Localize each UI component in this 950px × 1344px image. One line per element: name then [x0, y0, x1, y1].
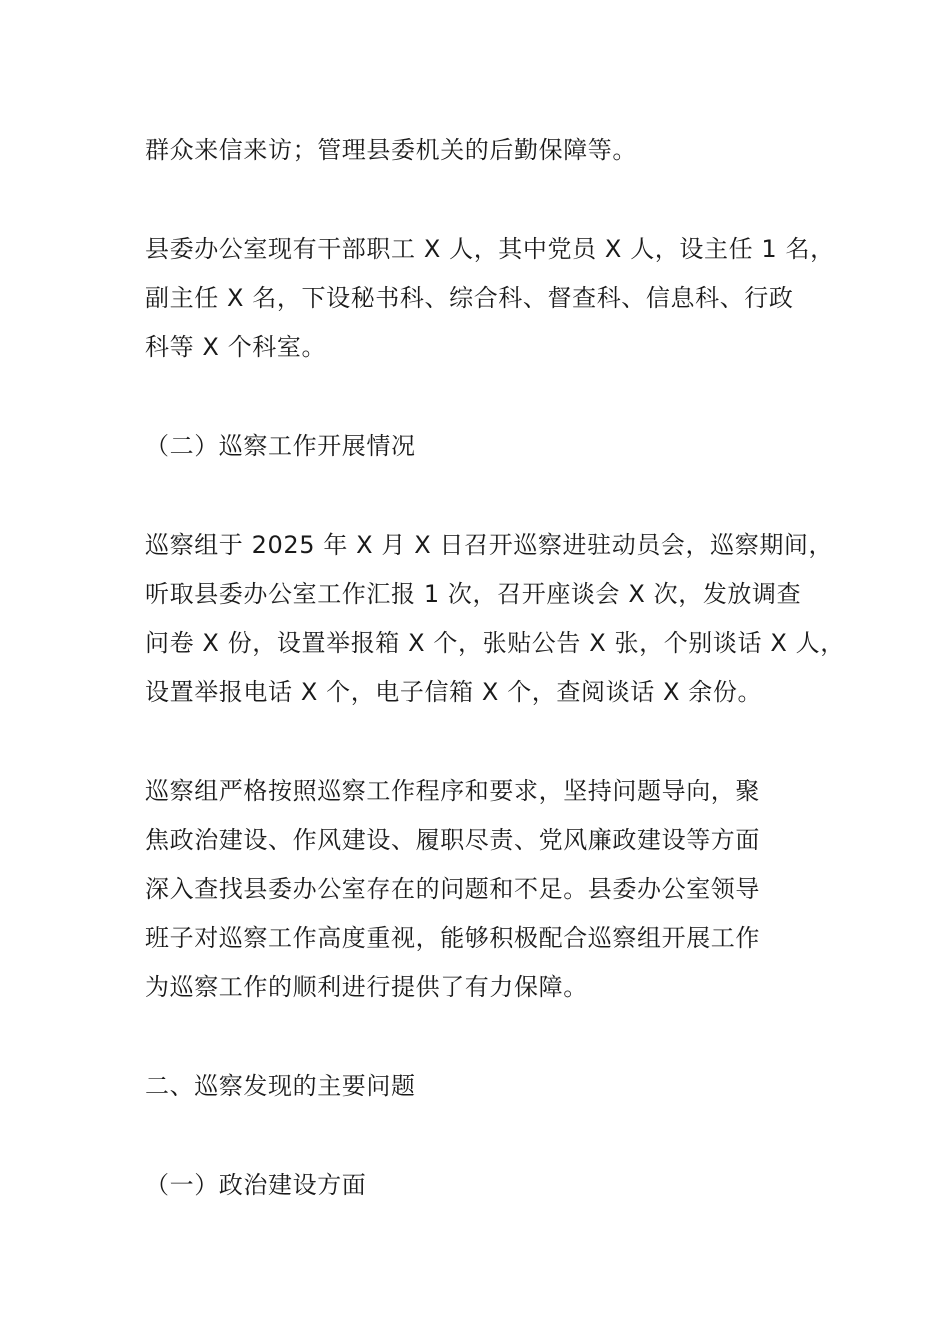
text-line: 问卷 X 份，设置举报箱 X 个，张贴公告 X 张，个别谈话 X 人，: [145, 629, 845, 657]
paragraph-gap: [145, 717, 835, 767]
section-heading-inspection-work: [145, 422, 835, 471]
text-line: 听取县委办公室工作汇报 1 次，召开座谈会 X 次，发放调查: [145, 580, 802, 608]
text-line: 为巡察工作的顺利进行提供了有力保障。: [145, 973, 588, 1001]
paragraph-gap: [145, 175, 835, 225]
text-line: 设置举报电话 X 个，电子信箱 X 个，查阅谈话 X 余份。: [145, 678, 763, 706]
subsection-heading-political-construction: [145, 1161, 835, 1210]
heading-line: 二、巡察发现的主要问题: [145, 1072, 416, 1100]
paragraph-gap: [145, 471, 835, 521]
paragraph-gap: [145, 1012, 835, 1062]
text-line: 群众来信来访；管理县委机关的后勤保障等。: [145, 136, 637, 164]
text-line: 科等 X 个科室。: [145, 333, 327, 361]
text-line: 深入查找县委办公室存在的问题和不足。县委办公室领导: [145, 875, 760, 903]
document-body: [145, 126, 845, 1210]
section-heading-main-problems: [145, 1062, 835, 1111]
paragraph-gap: [145, 372, 835, 422]
paragraph-staffing: [145, 225, 835, 372]
text-line: 班子对巡察工作高度重视，能够积极配合巡察组开展工作: [145, 924, 760, 952]
text-line: 巡察组于 2025 年 X 月 X 日召开巡察进驻动员会，巡察期间，: [145, 531, 834, 559]
text-line: 巡察组严格按照巡察工作程序和要求，坚持问题导向，聚: [145, 777, 760, 805]
text-line: 县委办公室现有干部职工 X 人，其中党员 X 人，设主任 1 名，: [145, 235, 835, 263]
paragraph-inspection-approach: [145, 767, 835, 1012]
paragraph-gap: [145, 1111, 835, 1161]
heading-line: （二）巡察工作开展情况: [145, 432, 416, 460]
paragraph-logistics: [145, 126, 835, 175]
heading-line: （一）政治建设方面: [145, 1171, 367, 1199]
text-line: 焦政治建设、作风建设、履职尽责、党风廉政建设等方面: [145, 826, 760, 854]
text-line: 副主任 X 名，下设秘书科、综合科、督查科、信息科、行政: [145, 284, 794, 312]
paragraph-inspection-activities: [145, 521, 845, 717]
